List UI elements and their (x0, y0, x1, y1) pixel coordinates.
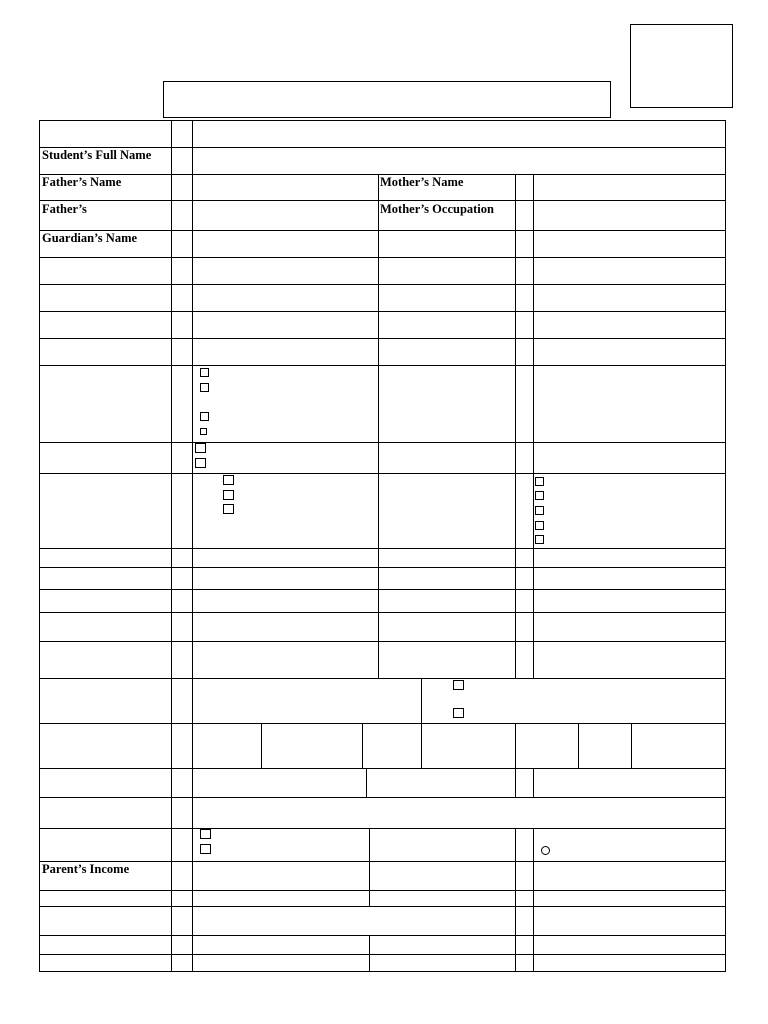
checkbox[interactable] (200, 844, 211, 854)
label-student-full-name: Student’s Full Name (42, 148, 152, 162)
label-parents-income: Parent’s Income (42, 862, 130, 876)
label-fathers-name: Father’s Name (42, 175, 122, 189)
checkbox[interactable] (200, 368, 209, 377)
checkbox[interactable] (453, 680, 464, 690)
label-fathers-occupation: Father’s (42, 202, 87, 216)
checkbox[interactable] (200, 383, 209, 392)
checkbox[interactable] (195, 458, 206, 468)
label-guardians-name: Guardian’s Name (42, 231, 138, 245)
label-mothers-occupation: Mother’s Occupation (380, 202, 494, 216)
label-mothers-name: Mother’s Name (380, 175, 464, 189)
checkbox[interactable] (535, 491, 544, 500)
checkbox[interactable] (453, 708, 464, 718)
checkbox[interactable] (535, 506, 544, 515)
checkbox[interactable] (223, 504, 234, 514)
checkbox[interactable] (223, 490, 234, 500)
checkbox[interactable] (223, 475, 234, 485)
checkbox[interactable] (195, 443, 206, 453)
radio-button[interactable] (541, 846, 550, 855)
checkbox[interactable] (200, 428, 207, 435)
checkbox[interactable] (535, 477, 544, 486)
checkbox[interactable] (200, 829, 211, 839)
checkbox[interactable] (535, 535, 544, 544)
checkbox[interactable] (200, 412, 209, 421)
checkbox[interactable] (535, 521, 544, 530)
